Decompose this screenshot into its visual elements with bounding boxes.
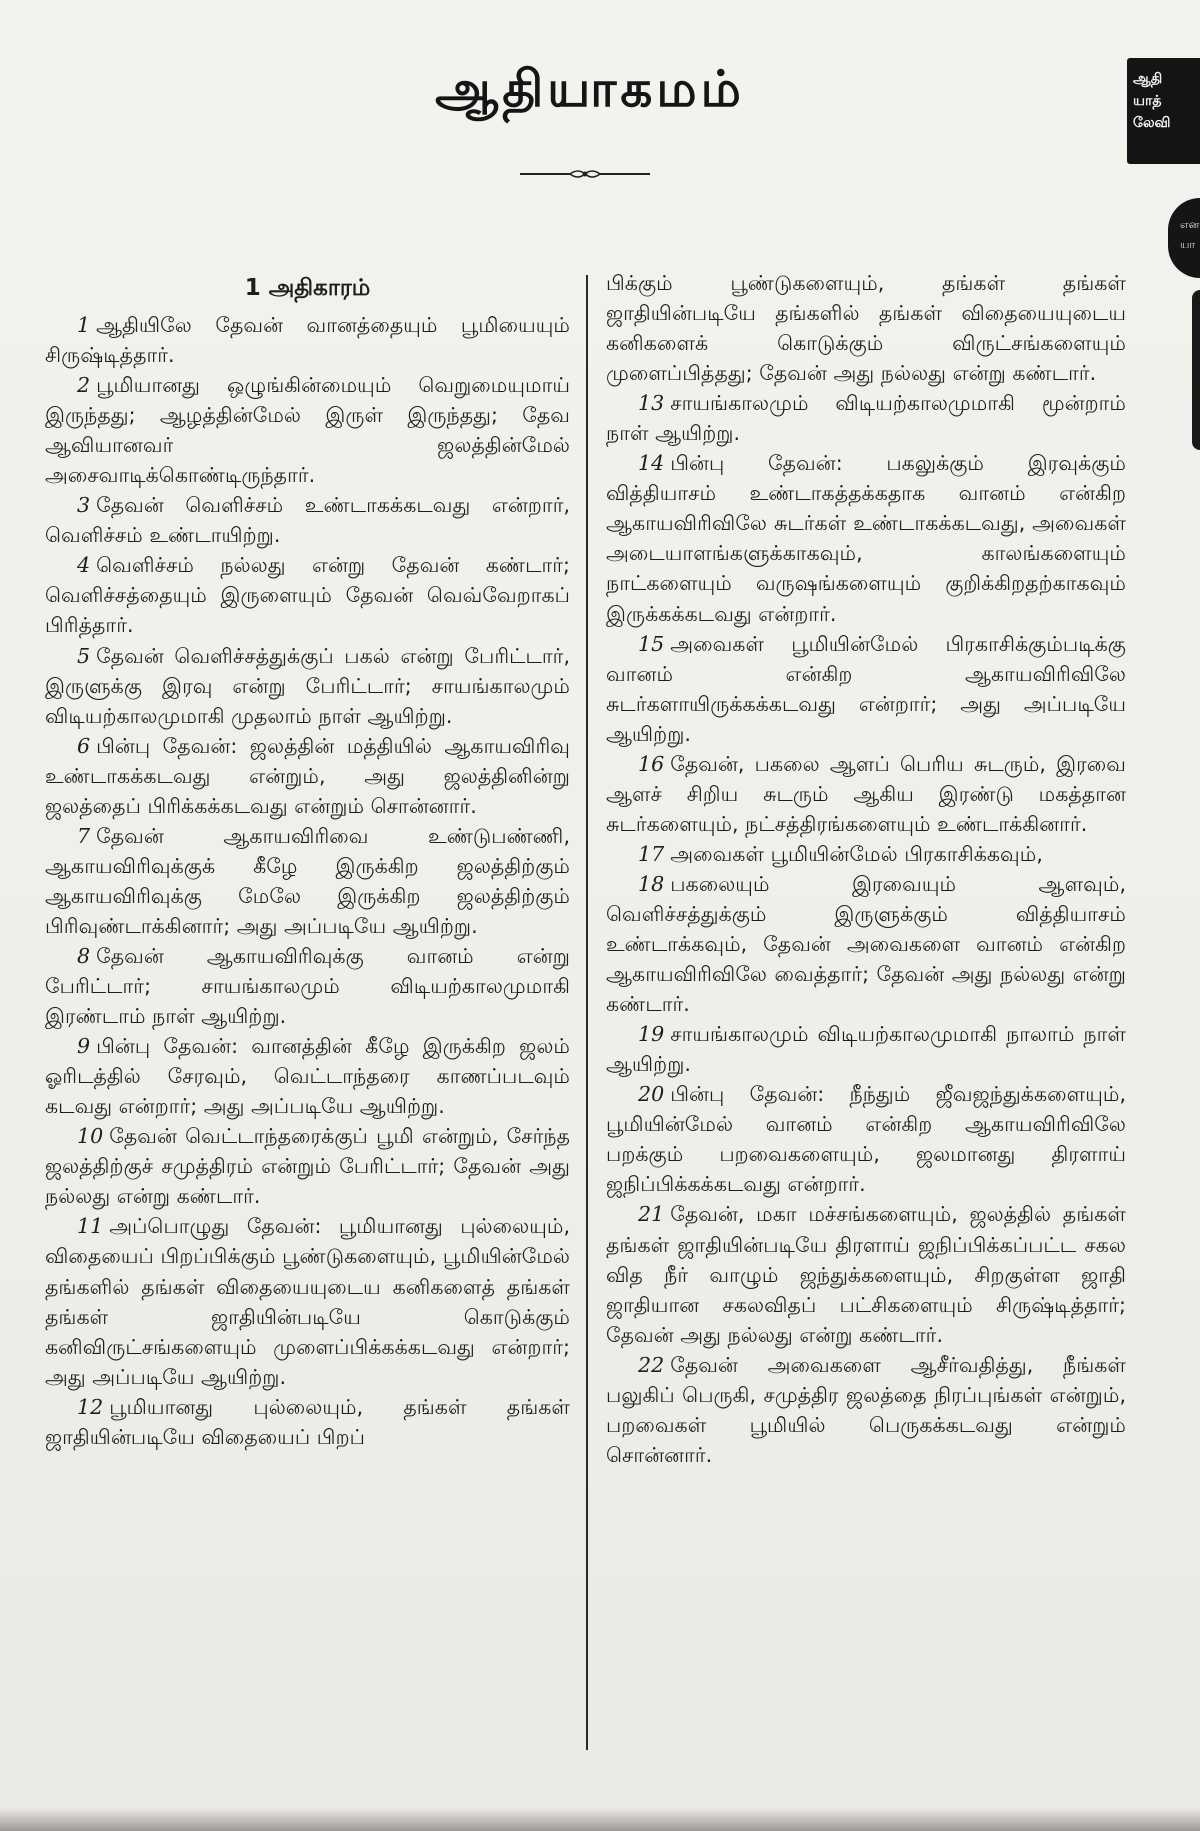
- verse-number: 13: [638, 391, 665, 416]
- verse-text: அவைகள் பூமியின்மேல் பிரகாசிக்கவும்,: [670, 841, 1043, 866]
- verse-text: தேவன் வெளிச்சத்துக்குப் பகல் என்று பேரிட்டார், இருளுக்கு இரவு என்று பேரிட்டார்; சாயங்காலமும் விடியற்காலமுமாகி முதலாம் நாள் ஆயிற்று.: [45, 643, 570, 728]
- verse-number: 5: [77, 643, 91, 668]
- verse: [45, 641, 570, 731]
- tab-line-exodus: யாத்: [1133, 93, 1162, 109]
- verse: [606, 1350, 1126, 1470]
- verse-text: பூமியானது ஒழுங்கின்மையும் வெறுமையுமாய் இருந்தது; ஆழத்தின்மேல் இருள் இருந்தது; தேவ ஆவியானவர் ஜலத்தின்மேல் அசைவாடிக்கொண்டிருந்தார்.: [45, 373, 570, 488]
- verse-text: சாயங்காலமும் விடியற்காலமுமாகி மூன்றாம் நாள் ஆயிற்று.: [606, 391, 1126, 446]
- chapter-heading: 1 அதிகாரம்: [244, 275, 371, 301]
- tab-line-genesis: ஆதி: [1133, 71, 1163, 87]
- verse: [606, 1199, 1126, 1349]
- notch-line-2: யா: [1180, 238, 1196, 251]
- verse-continuation: பிக்கும் பூண்டுகளையும், தங்கள் தங்கள் ஜாதியின்படியே தங்களில் தங்கள் விதையையுடைய கனிகளைக் கொடுக்கும் விருட்சங்களையும் முளைப்பித்தது; தேவன் அது நல்லது என்று கண்டார்.: [606, 271, 1126, 386]
- verse-number: 11: [77, 1214, 104, 1239]
- verse: [606, 1019, 1126, 1079]
- verse: [45, 731, 570, 821]
- verse-text: ஆதியிலே தேவன் வானத்தையும் பூமியையும் சிருஷ்டித்தார்.: [45, 313, 570, 368]
- verse-number: 2: [77, 373, 91, 398]
- verse-text: பின்பு தேவன்: ஜலத்தின் மத்தியில் ஆகாயவிரிவு உண்டாகக்கடவது என்றும், அது ஜலத்தினின்று ஜலத்தைப் பிரிக்கக்கடவது என்றும் சொன்னார்.: [45, 733, 570, 818]
- verse-number: 17: [638, 841, 665, 866]
- verse-text: பின்பு தேவன்: பகலுக்கும் இரவுக்கும் வித்தியாசம் உண்டாகத்தக்கதாக வானம் என்கிற ஆகாயவிரிவிலே சுடர்கள் உண்டாகக்கடவது, அவைகள் அடையாளங்களுக்காகவும், காலங்களையும் நாட்களையும் வருஷங்களையும் குறிக்கிறதற்காகவும் இருக்கக்கடவது என்றார்.: [606, 451, 1126, 626]
- verse-number: 15: [638, 631, 665, 656]
- left-column: [45, 272, 570, 1452]
- verse-text: அவைகள் பூமியின்மேல் பிரகாசிக்கும்படிக்கு வானம் என்கிற ஆகாயவிரிவிலே சுடர்களாயிருக்கக்கடவது என்றார்; அது அப்படியே ஆயிற்று.: [606, 631, 1126, 746]
- verse-number: 8: [77, 943, 91, 968]
- verse-number: 4: [77, 553, 91, 578]
- page-edge: [1192, 290, 1200, 450]
- verse-number: 22: [638, 1352, 665, 1377]
- verse-number: 1: [77, 313, 91, 337]
- verse: [45, 1031, 570, 1121]
- verse-text: அப்பொழுது தேவன்: பூமியானது புல்லையும், விதையைப் பிறப்பிக்கும் பூண்டுகளையும், பூமியின்மேல் தங்களில் தங்கள் விதையையுடைய கனிகளைத் தங்கள் தங்கள் ஜாதியின்படியே கொடுக்கும் கனிவிருட்சங்களையும் முளைப்பிக்கக்கடவது என்றார்; அது அப்படியே ஆயிற்று.: [45, 1214, 570, 1389]
- verse: [45, 1211, 570, 1391]
- ornament-divider-icon: [520, 166, 650, 182]
- book-index-tab: [1127, 58, 1200, 164]
- page-bottom-shadow: [0, 1808, 1200, 1831]
- verse-number: 6: [77, 733, 91, 758]
- verse-text: வெளிச்சம் நல்லது என்று தேவன் கண்டார்; வெளிச்சத்தையும் இருளையும் தேவன் வெவ்வேறாகப் பிரித்தார்.: [45, 553, 570, 638]
- thumb-index-notch: [1168, 198, 1200, 278]
- verse: [45, 1392, 570, 1452]
- verse: [45, 490, 570, 550]
- verse-text: பூமியானது புல்லையும், தங்கள் தங்கள் ஜாதியின்படியே விதையைப் பிறப்: [45, 1394, 570, 1449]
- verse: [606, 749, 1126, 839]
- verse-number: 21: [638, 1202, 665, 1227]
- book-title: ஆதியாகமம்: [435, 60, 745, 118]
- verse-number: 12: [77, 1394, 104, 1419]
- verse-number: 19: [638, 1022, 665, 1047]
- verse-number: 3: [77, 493, 91, 518]
- verse-number: 10: [77, 1124, 104, 1149]
- verse-text: தேவன் வெளிச்சம் உண்டாகக்கடவது என்றார், வெளிச்சம் உண்டாயிற்று.: [45, 493, 570, 548]
- verse-text: தேவன், மகா மச்சங்களையும், ஜலத்தில் தங்கள் தங்கள் ஜாதியின்படியே திரளாய் ஜநிப்பிக்கப்பட்ட சகல வித நீர் வாழும் ஜந்துக்களையும், சிறகுள்ள ஜாதி ஜாதியான சகலவிதப் பட்சிகளையும் சிருஷ்டித்தார்; தேவன் அது நல்லது என்று கண்டார்.: [606, 1202, 1126, 1347]
- verse-number: 9: [77, 1034, 91, 1059]
- verse: [606, 869, 1126, 1019]
- notch-line-1: என: [1180, 218, 1200, 231]
- verse: [45, 310, 570, 370]
- right-column: [606, 268, 1126, 1470]
- tab-line-leviticus: லேவி: [1133, 115, 1171, 131]
- verse-number: 7: [77, 823, 91, 848]
- verse: [606, 388, 1126, 448]
- verse-text: சாயங்காலமும் விடியற்காலமுமாகி நாலாம் நாள் ஆயிற்று.: [606, 1022, 1126, 1077]
- verse-text: தேவன் வெட்டாந்தரைக்குப் பூமி என்றும், சேர்ந்த ஜலத்திற்குச் சமுத்திரம் என்றும் பேரிட்டார்; தேவன் அது நல்லது என்று கண்டார்.: [45, 1124, 570, 1209]
- verse-text: தேவன், பகலை ஆளப் பெரிய சுடரும், இரவை ஆளச் சிறிய சுடரும் ஆகிய இரண்டு மகத்தான சுடர்களையும், நட்சத்திரங்களையும் உண்டாக்கினார்.: [606, 751, 1126, 836]
- verse-number: 14: [638, 451, 665, 476]
- verse: [45, 1121, 570, 1211]
- verse-text: தேவன் ஆகாயவிரிவை உண்டுபண்ணி, ஆகாயவிரிவுக்குக் கீழே இருக்கிற ஜலத்திற்கும் ஆகாயவிரிவுக்கு மேலே இருக்கிற ஜலத்திற்கும் பிரிவுண்டாக்கினார்; அது அப்படியே ஆயிற்று.: [45, 823, 570, 938]
- verse-text: பகலையும் இரவையும் ஆளவும், வெளிச்சத்துக்கும் இருளுக்கும் வித்தியாசம் உண்டாக்கவும், தேவன் அவைகளை வானம் என்கிற ஆகாயவிரிவிலே வைத்தார்; தேவன் அது நல்லது என்று கண்டார்.: [606, 871, 1126, 1017]
- verse: [606, 448, 1126, 628]
- column-divider: [586, 275, 588, 1750]
- verse: [45, 370, 570, 490]
- verse: [606, 839, 1126, 869]
- verse-text: தேவன் ஆகாயவிரிவுக்கு வானம் என்று பேரிட்டார்; சாயங்காலமும் விடியற்காலமுமாகி இரண்டாம் நாள் ஆயிற்று.: [45, 943, 570, 1029]
- verse-number: 16: [638, 751, 665, 776]
- verse: [45, 821, 570, 941]
- verse: [606, 1079, 1126, 1199]
- verse: [45, 941, 570, 1031]
- verse: [45, 550, 570, 640]
- verse-text: பின்பு தேவன்: நீந்தும் ஜீவஜந்துக்களையும், பூமியின்மேல் வானம் என்கிற ஆகாயவிரிவிலே பறக்கும் பறவைகளையும், ஜலமானது திரளாய் ஜநிப்பிக்கக்கடவது என்றார்.: [606, 1082, 1126, 1197]
- verse-number: 20: [638, 1082, 665, 1107]
- verse-number: 18: [638, 871, 665, 896]
- verse-text: தேவன் அவைகளை ஆசீர்வதித்து, நீங்கள் பலுகிப் பெருகி, சமுத்திர ஜலத்தை நிரப்புங்கள் என்றும், பறவைகள் பூமியில் பெருகக்கடவது என்றும் சொன்னார்.: [606, 1352, 1126, 1467]
- verse: [606, 629, 1126, 749]
- verse-text: பின்பு தேவன்: வானத்தின் கீழே இருக்கிற ஜலம் ஓரிடத்தில் சேரவும், வெட்டாந்தரை காணப்படவும் கடவது என்றார்; அது அப்படியே ஆயிற்று.: [45, 1034, 570, 1119]
